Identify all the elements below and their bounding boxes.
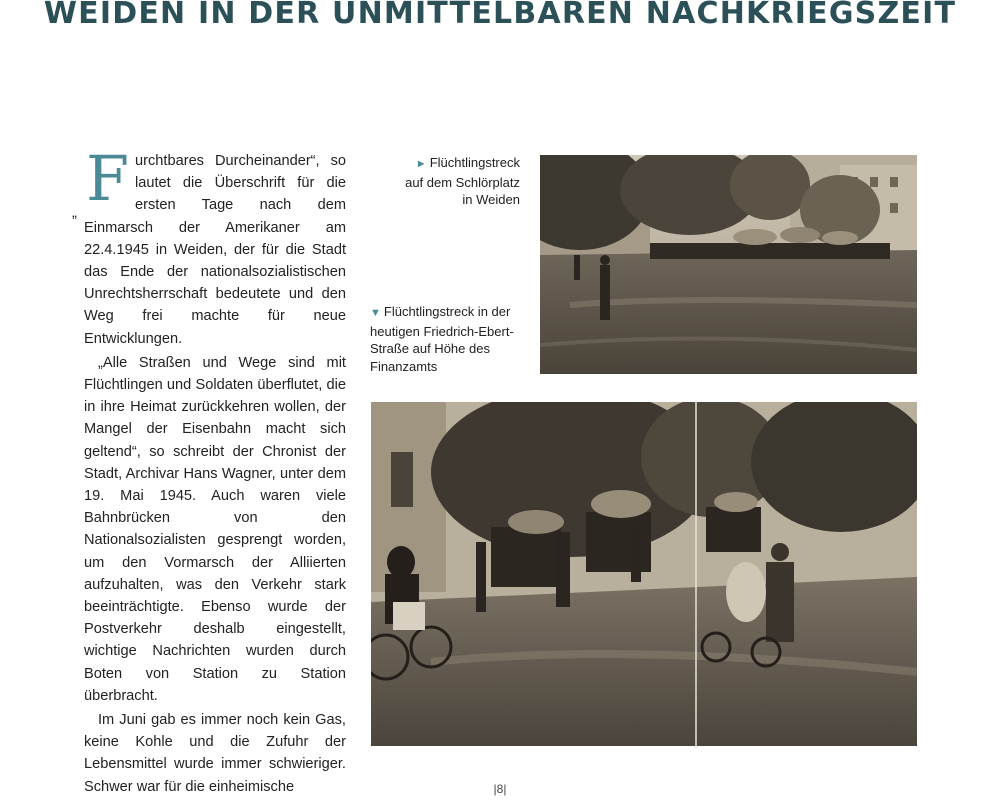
- photo-friedrich-ebert-strasse: [371, 402, 917, 746]
- triangle-right-icon: ►: [415, 158, 427, 170]
- paragraph-text: urchtbares Durcheinander“, so lautet die Überschrift für die ersten Tage nach dem Einmarsch der Amerikaner am 22.4.1945 in Weiden, der für die Stadt das Ende der nationalsozialistischen Unrechtsherrschaft bedeutete und den Weg frei machte für neue Entwicklungen.: [84, 153, 346, 347]
- article-body: [72, 142, 346, 798]
- photo-caption-1: [396, 154, 520, 209]
- caption-text: Flüchtlingstreck auf dem Schlörplatz in Weiden: [405, 155, 520, 207]
- photo-schloerplatz-image: [540, 155, 917, 374]
- drop-cap: F: [86, 142, 130, 215]
- page-title: WEIDEN IN DER UNMITTELBAREN NACHKRIEGSZEIT: [43, 0, 957, 31]
- article-paragraph: Im Juni gab es immer noch kein Gas, keine Kohle und die Zufuhr der Lebensmittel wurde immer schwieriger. Schwer war für die einheimische: [84, 712, 346, 795]
- article-paragraph: „Alle Straßen und Wege sind mit Flüchtlingen und Soldaten überflutet, die in ihre Heimat zurückkehren wollen, der Mangel der Eisenbahn macht sich geltend“, so schreibt der Chronist der Stadt, Archivar Hans Wagner, unter dem 19. Mai 1945. Auch waren viele Bahnbrücken von den Nationalsozialisten gesprengt worden, um den Vormarsch der Alliierten aufzuhalten, was den Verkehr stark beeinträchtigte. Ebenso wurde der Postverkehr deshalb eingestellt, wichtige Nachrichten wurden durch Boten von Station zu Station überbracht.: [84, 354, 346, 704]
- caption-text: Flüchtlingstreck in der heutigen Friedrich-Ebert-Straße auf Höhe des Finanzamts: [370, 304, 514, 374]
- photo-caption-2: [370, 303, 530, 375]
- photo-schloerplatz: [540, 155, 917, 374]
- page-number: |8|: [493, 782, 507, 796]
- opening-quote-mark: „: [72, 205, 77, 221]
- photo-friedrich-ebert-strasse-image: [371, 402, 917, 746]
- article-paragraph: [84, 142, 346, 350]
- triangle-down-icon: ▼: [370, 307, 381, 319]
